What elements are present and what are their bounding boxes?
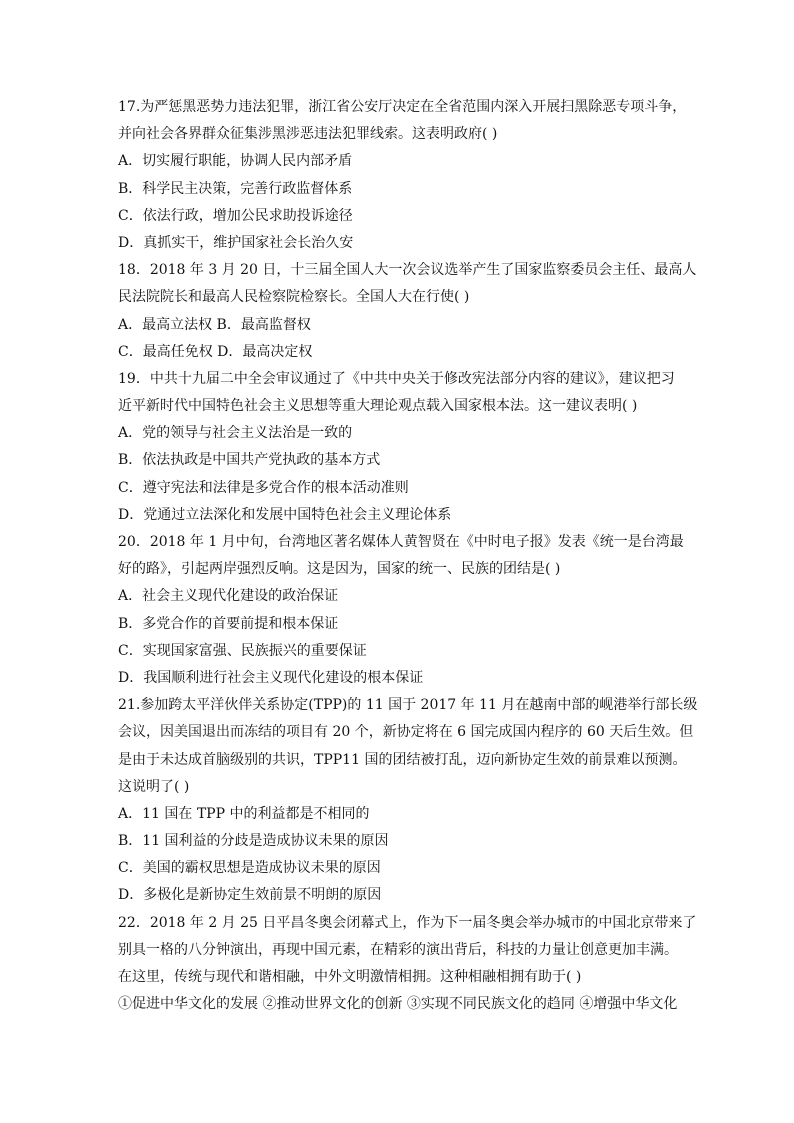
question-q19 — [118, 366, 678, 529]
answer-option: B．11 国利益的分歧是造成协议未果的原因 — [118, 833, 389, 850]
answer-options — [118, 583, 678, 692]
question-stem-line: 19．中共十九届二中全会审议通过了《中共中央关于修改宪法部分内容的建议》，建议把习 — [118, 370, 675, 387]
answer-option: C．最高任免权 D．最高决定权 — [118, 343, 313, 360]
answer-option: C．依法行政，增加公民求助投诉途径 — [118, 207, 353, 224]
answer-option: A．切实履行职能，协调人民内部矛盾 — [118, 153, 353, 170]
question-list — [118, 94, 698, 1018]
answer-option: D．多极化是新协定生效前景不明朗的原因 — [118, 887, 382, 904]
answer-option: A．党的领导与社会主义法治是一致的 — [118, 425, 353, 442]
answer-option: C．遵守宪法和法律是多党合作的根本活动准则 — [118, 479, 409, 496]
question-stem-line: 好的路》，引起两岸强烈反响。这是因为，国家的统一、民族的团结是( ) — [118, 561, 561, 578]
question-stem-line: 21.参加跨太平洋伙伴关系协定(TPP)的 11 国于 2017 年 11 月在越南中部的岘港举行部长级 — [118, 697, 698, 714]
question-stem-line: 别具一格的八分钟演出，再现中国元素，在精彩的演出背后，科技的力量让创意更加丰满。 — [118, 941, 678, 958]
question-q18 — [118, 257, 697, 366]
answer-option: D．党通过立法深化和发展中国特色社会主义理论体系 — [118, 506, 452, 523]
answer-options — [118, 312, 678, 366]
question-stem-line: 会议，因美国退出而冻结的项目有 20 个，新协定将在 6 国完成国内程序的 60 天后生效。但 — [118, 724, 694, 741]
question-stem-line: 是由于未达成首脑级别的共识，TPP11 国的团结被打乱，迈向新协定生效的前景难以预测。 — [118, 751, 687, 768]
answer-options — [118, 420, 678, 529]
question-q17 — [118, 94, 687, 257]
question-stem-line: 并向社会各界群众征集涉黑涉恶违法犯罪线索。这表明政府( ) — [118, 126, 498, 143]
question-stem-line: ①促进中华文化的发展 ②推动世界文化的创新 ③实现不同民族文化的趋同 ④增强中华文化 — [118, 996, 678, 1013]
answer-option: D．我国顺利进行社会主义现代化建设的根本保证 — [118, 669, 424, 686]
answer-options — [118, 801, 678, 910]
question-stem-line: 这说明了( ) — [118, 778, 190, 795]
question-stem-line: 17.为严惩黑恶势力违法犯罪，浙江省公安厅决定在全省范围内深入开展扫黑除恶专项斗争， — [118, 99, 687, 115]
answer-option: B．科学民主决策，完善行政监督体系 — [118, 180, 353, 197]
question-q22 — [118, 910, 697, 1019]
question-stem-line: 民法院院长和最高人民检察院检察长。全国人大在行使( ) — [118, 289, 470, 306]
answer-option: C．美国的霸权思想是造成协议未果的原因 — [118, 860, 381, 877]
question-stem-line: 20．2018 年 1 月中旬，台湾地区著名媒体人黄智贤在《中时电子报》发表《统一是台湾最 — [118, 534, 684, 550]
question-stem-line: 22．2018 年 2 月 25 日平昌冬奥会闭幕式上，作为下一届冬奥会举办城市的中国北京带来了 — [118, 914, 697, 931]
question-stem-line: 近平新时代中国特色社会主义思想等重大理论观点载入国家根本法。这一建议表明( ) — [118, 398, 638, 415]
answer-option: A．社会主义现代化建设的政治保证 — [118, 588, 339, 605]
answer-option: B．依法执政是中国共产党执政的基本方式 — [118, 452, 381, 469]
answer-option: C．实现国家富强、民族振兴的重要保证 — [118, 642, 367, 659]
question-stem-line: 18．2018 年 3 月 20 日，十三届全国人大一次会议选举产生了国家监察委员会主任、最高人 — [118, 262, 697, 279]
question-q20 — [118, 529, 684, 692]
answer-options — [118, 148, 678, 257]
answer-option: B．多党合作的首要前提和根本保证 — [118, 615, 339, 632]
answer-option: D．真抓实干，维护国家社会长治久安 — [118, 234, 354, 251]
question-q21 — [118, 692, 698, 910]
answer-option: A．最高立法权 B．最高监督权 — [118, 316, 311, 333]
answer-option: A．11 国在 TPP 中的利益都是不相同的 — [118, 805, 370, 822]
question-stem-line: 在这里，传统与现代和谐相融，中外文明激情相拥。这种相融相拥有助于( ) — [118, 969, 582, 985]
